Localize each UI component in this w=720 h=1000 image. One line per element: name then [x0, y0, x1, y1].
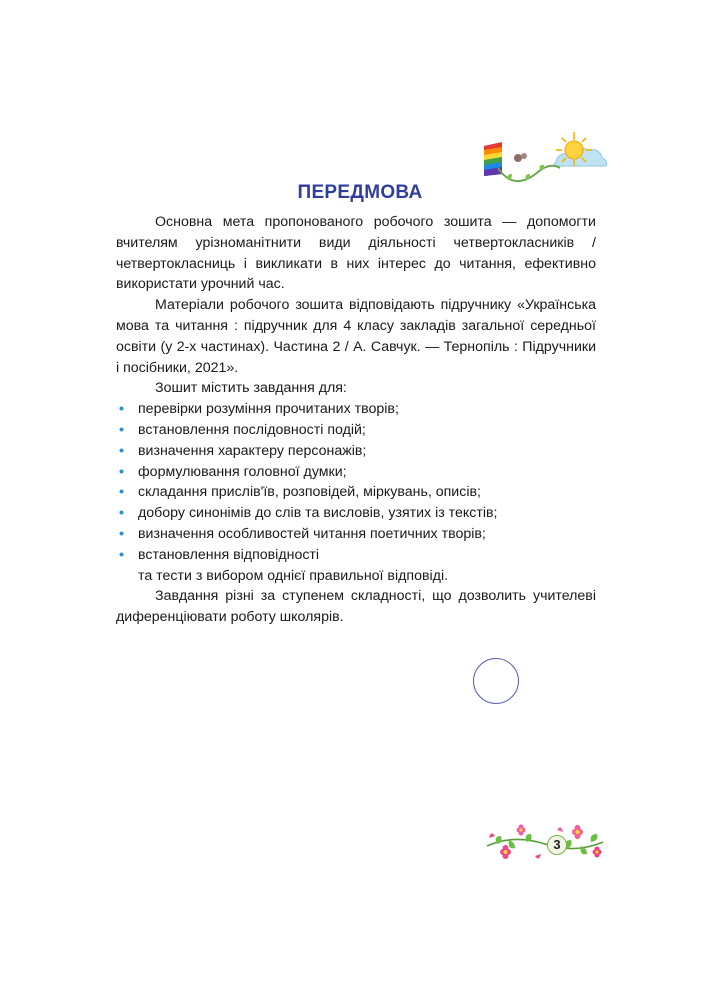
bullet-icon: • [119, 442, 124, 459]
list-item: • визначення характеру персонажів; [116, 441, 596, 462]
task-list [116, 399, 596, 565]
bullet-icon: • [119, 546, 124, 563]
circle-mark [473, 658, 519, 704]
page-number: 3 [547, 835, 567, 855]
list-item: • формулювання головної думки; [116, 462, 596, 483]
bullet-icon: • [119, 421, 124, 438]
tests-line: та тести з вибором однієї правильної відповіді. [138, 567, 449, 584]
list-item: • визначення особливостей читання поетичних творів; [116, 524, 596, 545]
page-title: ПЕРЕДМОВА [297, 182, 423, 203]
bullet-icon: • [119, 484, 124, 501]
paragraph-difficulty: Завдання різні за ступенем складності, що дозволить учителеві диференціювати роботу школярів. [116, 588, 596, 626]
preface-body [116, 212, 596, 628]
bullet-icon: • [119, 401, 124, 418]
bullet-icon: • [119, 525, 124, 542]
bullet-icon: • [119, 463, 124, 480]
bullet-icon: • [119, 505, 124, 522]
list-item: • складання прислів'їв, розповідей, міркувань, описів; [116, 482, 596, 503]
paragraph-materials: Матеріали робочого зошита відповідають підручнику «Українська мова та читання : підручник для 4 класу закладів загальної середньої освіти (у 2-х частинах). Частина 2 / А. Савчук. — Тернопіль : Підручники і посібники, 2021». [116, 297, 596, 376]
floral-ornament-icon [483, 816, 607, 870]
list-intro: Зошит містить завдання для: [155, 380, 347, 397]
list-item: • перевірки розуміння прочитаних творів; [116, 399, 596, 420]
list-item: • добору синонімів до слів та висловів, узятих із текстів; [116, 503, 596, 524]
paragraph-purpose: Основна мета пропонованого робочого зошита — допомогти вчителям урізноманітнити види діяльності четвертокласників / четвертокласниць і викликати в них інтерес до читання, ефективно використати урочний час. [116, 214, 596, 293]
list-item: • встановлення відповідності [116, 545, 596, 566]
list-item: • встановлення послідовності подій; [116, 420, 596, 441]
